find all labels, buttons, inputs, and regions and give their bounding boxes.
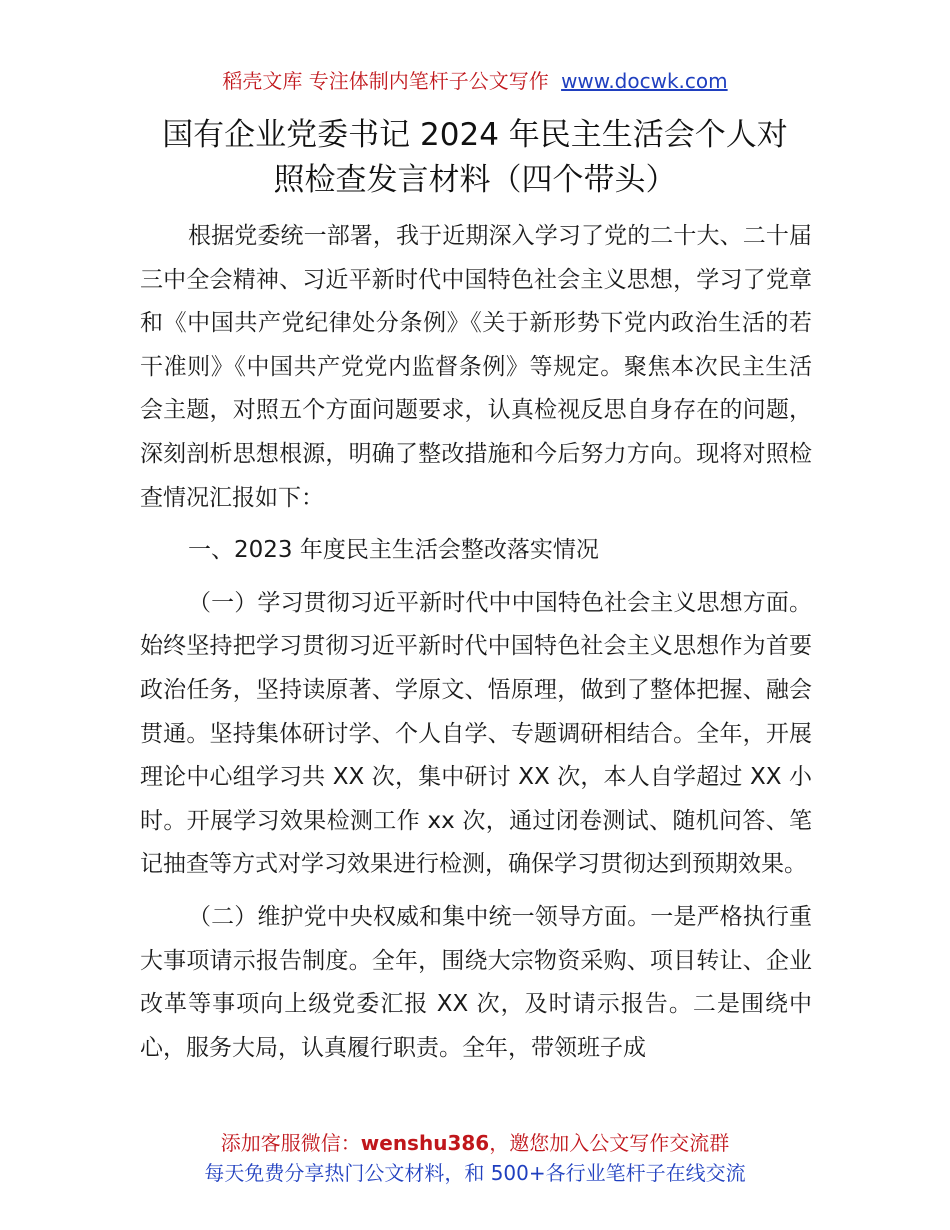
footer-line-2: 每天免费分享热门公文材料，和 500+各行业笔杆子在线交流 xyxy=(204,1161,746,1185)
site-url-link[interactable]: www.docwk.com xyxy=(561,69,728,93)
document-body xyxy=(140,215,812,1079)
site-tagline: 专注体制内笔杆子公文写作 xyxy=(308,69,549,93)
site-header xyxy=(0,66,950,96)
paragraph-study: （一）学习贯彻习近平新时代中中国特色社会主义思想方面。始终坚持把学习贯彻习近平新时代中国特色社会主义思想作为首要政治任务，坚持读原著、学原文、悟原理，做到了整体把握、融会贯通。坚持集体研讨学、个人自学、专题调研相结合。全年，开展理论中心组学习共 XX 次，集中研讨 XX 次，本人自学超过 XX 小时。开展学习效果检测工作 xx 次，通过闭卷测试、随机问答、笔记抽查等方式对学习效果进行检测，确保学习贯彻达到预期效果。 xyxy=(140,589,812,878)
site-name: 稻壳文库 xyxy=(222,69,303,93)
paragraph-authority: （二）维护党中央权威和集中统一领导方面。一是严格执行重大事项请示报告制度。全年，围绕大宗物资采购、项目转让、企业改革等事项向上级党委汇报 XX 次，及时请示报告。二是围绕中心，服务大局，认真履行职责。全年，带领班子成 xyxy=(140,903,812,1061)
title-line-2: 照检查发言材料（四个带头） xyxy=(273,162,677,198)
footer-prefix: 添加客服微信： xyxy=(220,1131,361,1155)
title-line-1: 国有企业党委书记 2024 年民主生活会个人对 xyxy=(162,117,788,153)
wechat-id: wenshu386 xyxy=(360,1131,490,1155)
section-heading: 一、2023 年度民主生活会整改落实情况 xyxy=(188,537,599,564)
footer-suffix: ，邀您加入公文写作交流群 xyxy=(489,1131,730,1155)
document-title xyxy=(100,113,850,203)
footer-line-1 xyxy=(0,1128,950,1158)
promo-footer xyxy=(0,1128,950,1188)
paragraph-intro: 根据党委统一部署，我于近期深入学习了党的二十大、二十届三中全会精神、习近平新时代中国特色社会主义思想，学习了党章和《中国共产党纪律处分条例》《关于新形势下党内政治生活的若干准则》《中国共产党党内监督条例》等规定。聚焦本次民主生活会主题，对照五个方面问题要求，认真检视反思自身存在的问题，深刻剖析思想根源，明确了整改措施和今后努力方向。现将对照检查情况汇报如下： xyxy=(140,223,812,511)
